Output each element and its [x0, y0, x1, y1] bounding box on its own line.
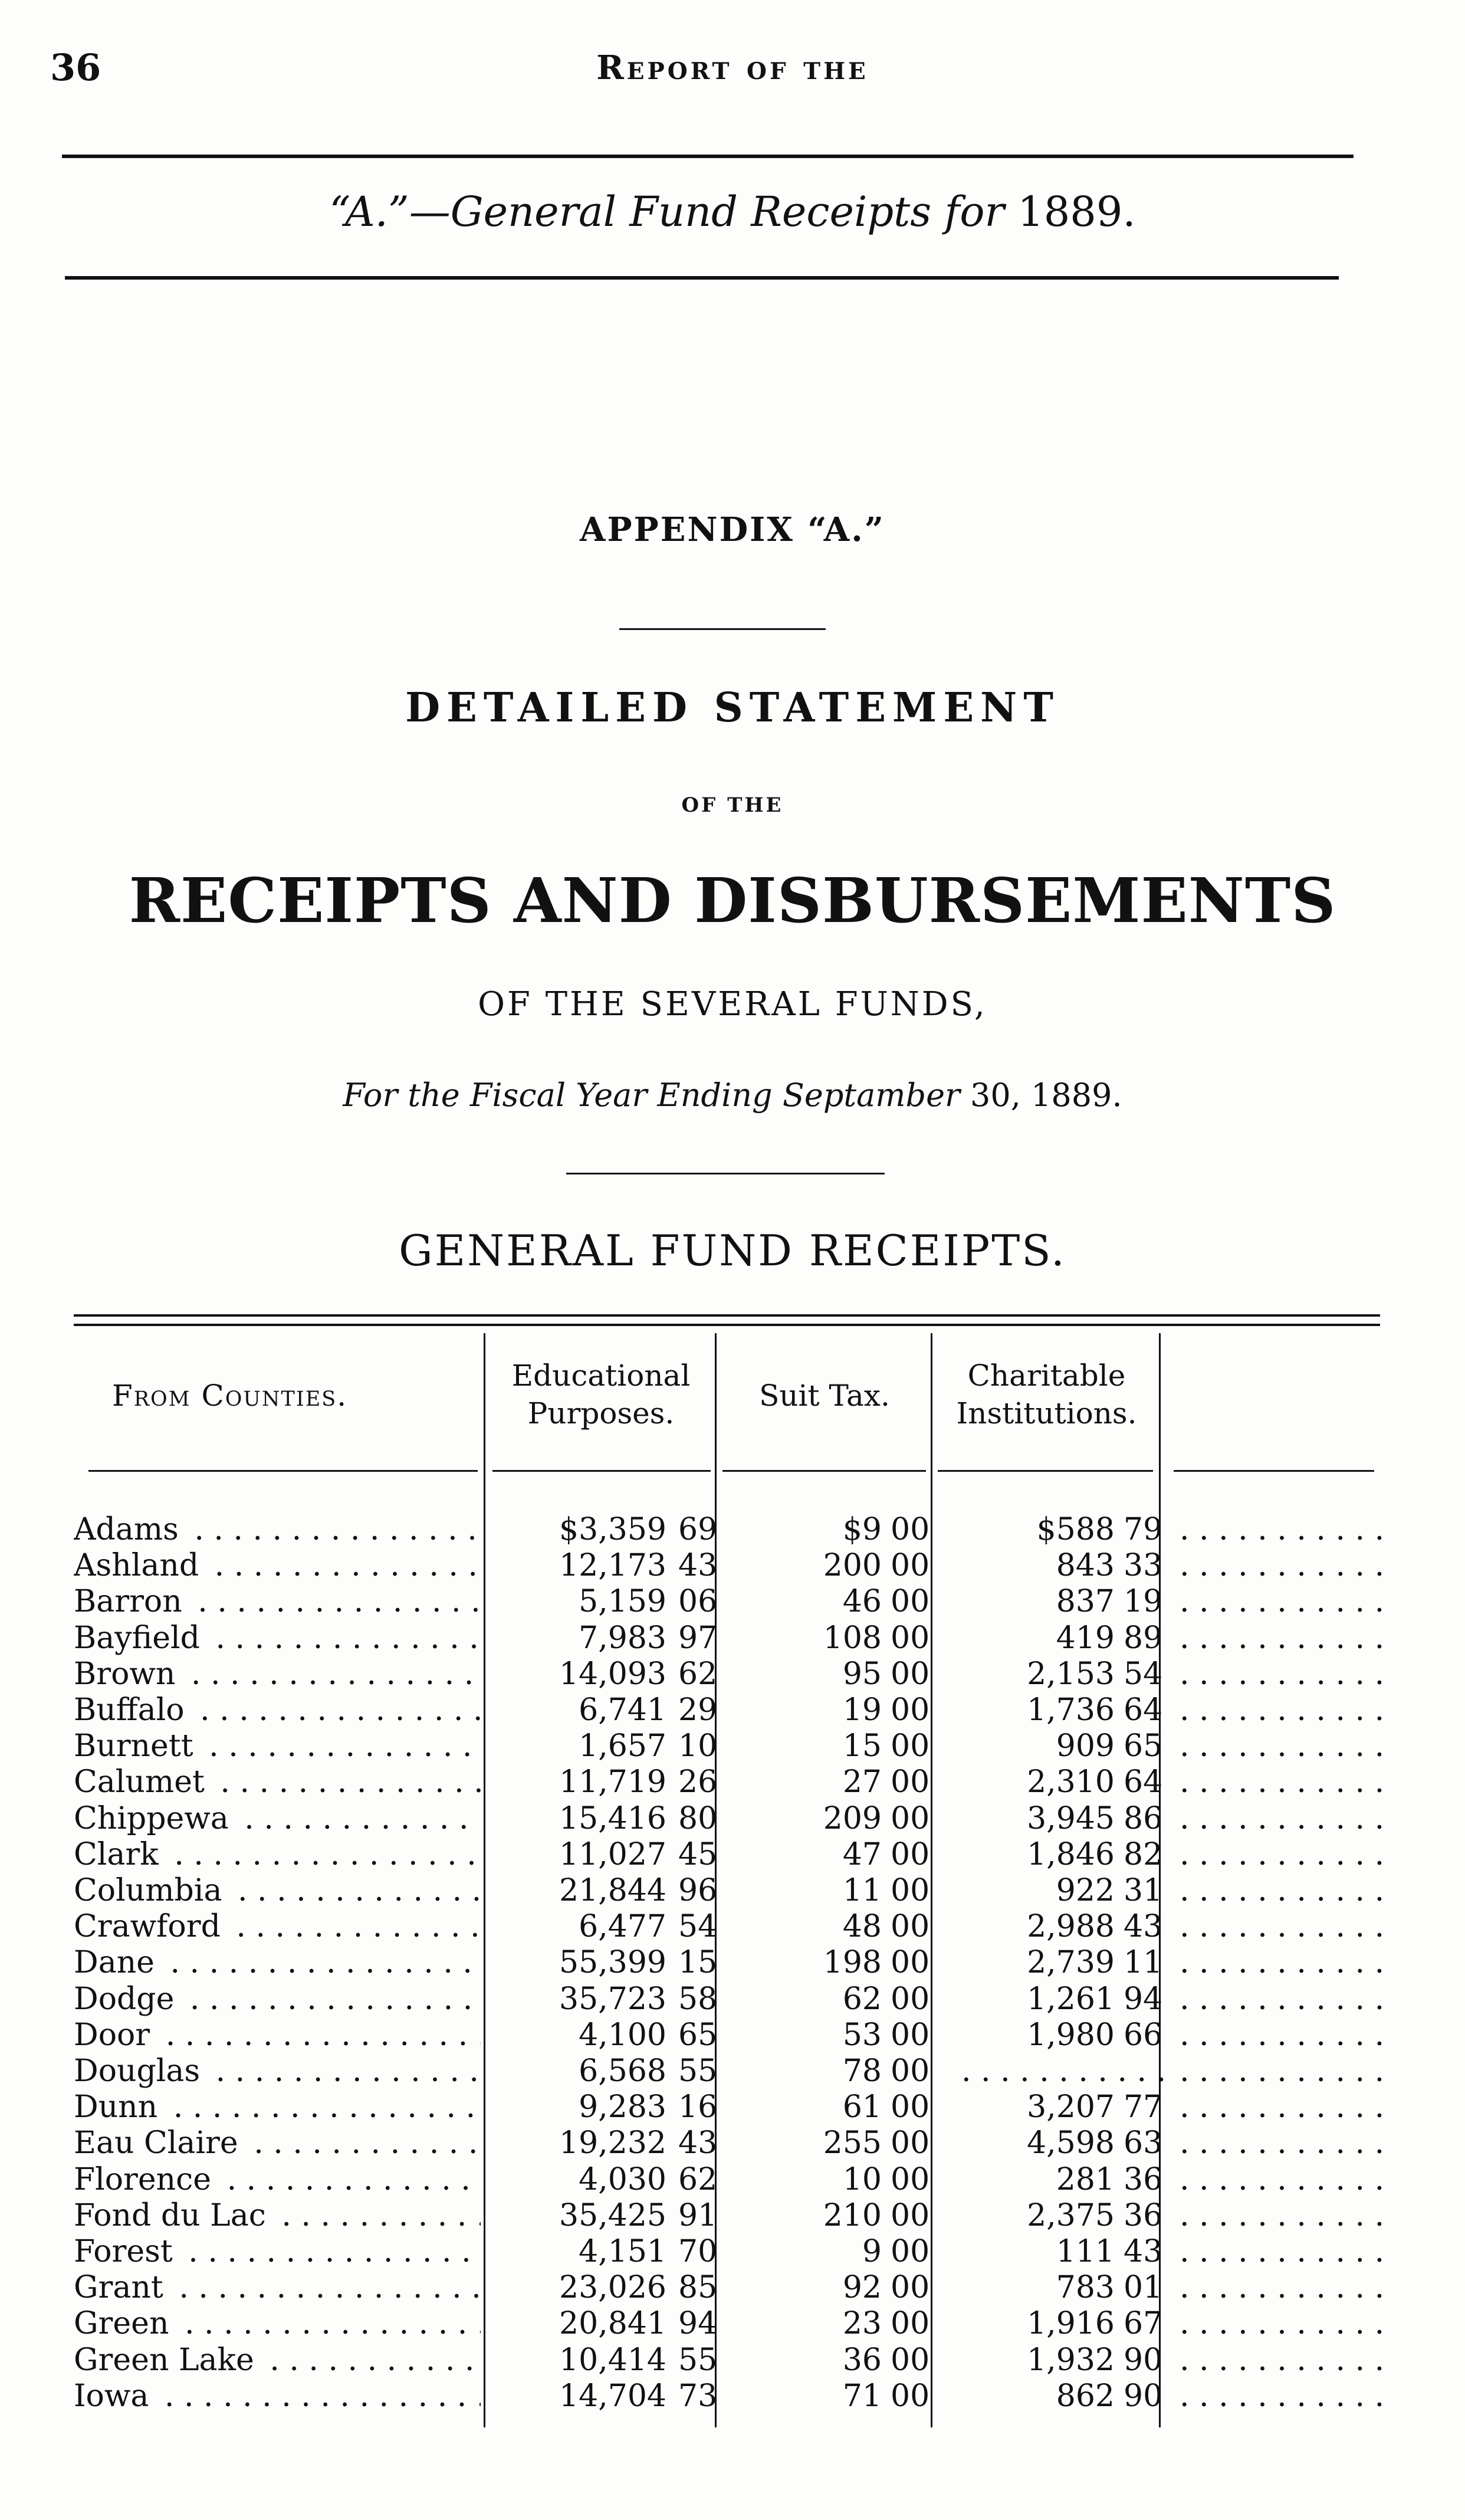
- county-label: Douglas: [74, 2053, 206, 2089]
- charitable-dollars: 1,980: [1027, 2017, 1115, 2053]
- appendix-title: APPENDIX “A.”: [580, 510, 885, 549]
- section-title: GENERAL FUND RECEIPTS.: [399, 1226, 1066, 1275]
- charitable-cents: 94: [1124, 1981, 1163, 2017]
- empty-column-leader: [1180, 1872, 1392, 1909]
- fund-subhead: [0, 188, 1465, 236]
- educational-cents: 70: [678, 2234, 718, 2269]
- educational-cents: 26: [678, 1764, 718, 1800]
- educational-dollars: 15,416: [559, 1800, 666, 1836]
- charitable-cents: 82: [1124, 1836, 1163, 1872]
- charitable-dollars: 1,261: [1027, 1981, 1115, 2017]
- educational-dollars: 4,030: [579, 2161, 666, 2197]
- suit-tax-dollars: 200: [823, 1548, 882, 1584]
- educational-cents: 73: [678, 2378, 718, 2414]
- educational-cents: 43: [678, 2125, 718, 2161]
- county-label: Barron: [74, 1584, 188, 1619]
- county-label: Dodge: [74, 1981, 180, 2017]
- county-name: [74, 1764, 481, 1800]
- county-name: [74, 2053, 481, 2089]
- table-row: [0, 2053, 1465, 2089]
- charitable-dollars: 922: [1056, 1873, 1115, 1908]
- fiscal-year-date: 30, 1889.: [970, 1077, 1122, 1114]
- empty-column-leader: [1180, 2305, 1392, 2342]
- charitable-dollars: 2,988: [1027, 1909, 1115, 1945]
- header-charitable-line1: Charitable: [967, 1359, 1126, 1393]
- empty-column-leader: [1180, 2161, 1392, 2198]
- suit-tax-cents: 00: [891, 1764, 930, 1800]
- county-label: Burnett: [74, 1728, 199, 1764]
- educational-cents: 43: [678, 1548, 718, 1584]
- table-row: [0, 1872, 1465, 1909]
- county-name: [74, 1547, 481, 1584]
- county-name: [74, 2305, 481, 2342]
- educational-dollars: $3,359: [559, 1512, 666, 1547]
- county-label: Dunn: [74, 2089, 163, 2125]
- educational-dollars: 14,704: [559, 2378, 666, 2414]
- educational-cents: 80: [678, 1800, 718, 1836]
- suit-tax-dollars: 19: [842, 1692, 882, 1728]
- educational-cents: 91: [678, 2197, 718, 2233]
- educational-dollars: 7,983: [579, 1620, 666, 1656]
- table-row: [0, 2378, 1465, 2414]
- suit-tax-dollars: 9: [862, 2234, 882, 2269]
- table-row: [0, 1764, 1465, 1800]
- charitable-cents: 43: [1124, 1909, 1163, 1945]
- county-name: [74, 2197, 481, 2234]
- educational-cents: 62: [678, 1656, 718, 1692]
- educational-cents: 97: [678, 1620, 718, 1656]
- table-row: [0, 1728, 1465, 1764]
- suit-tax-cents: 00: [891, 2234, 930, 2269]
- empty-column-leader: [1180, 2378, 1392, 2414]
- charitable-dollars: 419: [1056, 1620, 1115, 1656]
- header-educational-purposes: [487, 1357, 715, 1432]
- empty-column-leader: [1180, 2089, 1392, 2125]
- header-charitable-line2: Institutions.: [956, 1396, 1137, 1430]
- suit-tax-dollars: 61: [842, 2089, 882, 2125]
- suit-tax-dollars: 53: [842, 2017, 882, 2053]
- charitable-cents: 79: [1124, 1512, 1163, 1547]
- county-name: [74, 1583, 481, 1620]
- educational-dollars: 35,425: [559, 2197, 666, 2233]
- educational-dollars: 4,100: [579, 2017, 666, 2053]
- table-row: [0, 1800, 1465, 1837]
- table-row: [0, 1511, 1465, 1548]
- county-label: Clark: [74, 1837, 165, 1872]
- educational-cents: 45: [678, 1836, 718, 1872]
- table-row: [0, 1583, 1465, 1620]
- table-row: [0, 2233, 1465, 2270]
- suit-tax-cents: 00: [891, 2270, 930, 2306]
- table-top-rule-1: [74, 1314, 1380, 1317]
- table-row: [0, 1692, 1465, 1728]
- table-row: [0, 2305, 1465, 2342]
- educational-cents: 62: [678, 2161, 718, 2197]
- charitable-dollars: 1,932: [1027, 2342, 1115, 2378]
- county-label: Green: [74, 2306, 175, 2341]
- charitable-dollars: 1,846: [1027, 1836, 1115, 1872]
- charitable-dollars: 837: [1056, 1584, 1115, 1620]
- table-row: [0, 1836, 1465, 1873]
- empty-column-leader: [1180, 1908, 1392, 1945]
- suit-tax-dollars: 11: [842, 1873, 882, 1908]
- empty-column-leader: [1180, 2197, 1392, 2234]
- charitable-cents: 43: [1124, 2234, 1163, 2269]
- educational-cents: 85: [678, 2270, 718, 2306]
- charitable-dollars: 2,739: [1027, 1945, 1115, 1981]
- suit-tax-dollars: 210: [823, 2197, 882, 2233]
- county-label: Green Lake: [74, 2342, 260, 2378]
- suit-tax-cents: 00: [891, 2053, 930, 2089]
- of-the-line: OF THE: [681, 793, 784, 817]
- educational-cents: 16: [678, 2089, 718, 2125]
- county-name: [74, 1872, 481, 1909]
- detailed-statement-heading: DETAILED STATEMENT: [405, 684, 1060, 731]
- suit-tax-cents: 00: [891, 2306, 930, 2342]
- empty-column-leader: [1180, 1764, 1392, 1800]
- educational-dollars: 20,841: [559, 2306, 666, 2342]
- charitable-cents: 33: [1124, 1548, 1163, 1584]
- county-label: Dane: [74, 1945, 160, 1980]
- subhead-rule: [65, 276, 1339, 280]
- suit-tax-cents: 00: [891, 2017, 930, 2053]
- educational-cents: 65: [678, 2017, 718, 2053]
- table-row: [0, 2269, 1465, 2306]
- charitable-dollars: 281: [1056, 2161, 1115, 2197]
- table-row: [0, 2161, 1465, 2198]
- suit-tax-cents: 00: [891, 2342, 930, 2378]
- charitable-cents: 19: [1124, 1584, 1163, 1620]
- educational-cents: 96: [678, 1873, 718, 1908]
- empty-column-leader: [1180, 1981, 1392, 2017]
- empty-column-leader: [1180, 1692, 1392, 1728]
- educational-dollars: 5,159: [579, 1584, 666, 1620]
- county-label: Adams: [74, 1512, 185, 1547]
- suit-tax-dollars: 209: [823, 1800, 882, 1836]
- table-row: [0, 1944, 1465, 1981]
- funds-line: OF THE SEVERAL FUNDS,: [478, 985, 987, 1023]
- header-underline: [492, 1470, 711, 1472]
- charitable-dollars: 862: [1056, 2378, 1115, 2414]
- empty-column-leader: [1180, 1583, 1392, 1620]
- fiscal-year-line: [0, 1077, 1465, 1114]
- county-label: Fond du Lac: [74, 2198, 272, 2233]
- suit-tax-dollars: 108: [823, 1620, 882, 1656]
- charitable-cents: 86: [1124, 1800, 1163, 1836]
- table-row: [0, 1547, 1465, 1584]
- charitable-dollars: 3,207: [1027, 2089, 1115, 2125]
- charitable-dollars: 783: [1056, 2270, 1115, 2306]
- suit-tax-dollars: 10: [842, 2161, 882, 2197]
- table-row: [0, 1908, 1465, 1945]
- educational-cents: 54: [678, 1909, 718, 1945]
- suit-tax-cents: 00: [891, 1909, 930, 1945]
- county-label: Iowa: [74, 2378, 155, 2414]
- empty-column-leader: [1180, 1836, 1392, 1873]
- county-name: [74, 2233, 481, 2270]
- charitable-dollars: 909: [1056, 1728, 1115, 1764]
- educational-cents: 69: [678, 1512, 718, 1547]
- county-name: [74, 1944, 481, 1981]
- charitable-cents: 67: [1124, 2306, 1163, 2342]
- charitable-dollars: 111: [1056, 2234, 1115, 2269]
- suit-tax-dollars: 92: [842, 2270, 882, 2306]
- educational-dollars: 4,151: [579, 2234, 666, 2269]
- educational-cents: 10: [678, 1728, 718, 1764]
- charitable-cents: 65: [1124, 1728, 1163, 1764]
- county-label: Florence: [74, 2162, 217, 2197]
- top-rule: [62, 155, 1354, 158]
- county-name: [74, 1728, 481, 1764]
- charitable-cents: 01: [1124, 2270, 1163, 2306]
- header-educational-line1: Educational: [511, 1359, 691, 1393]
- educational-dollars: 21,844: [559, 1873, 666, 1908]
- charitable-cents: 90: [1124, 2342, 1163, 2378]
- charitable-dollars: 1,916: [1027, 2306, 1115, 2342]
- table-row: [0, 1620, 1465, 1656]
- fiscal-year-text: For the Fiscal Year Ending Septamber: [343, 1077, 960, 1114]
- header-suit-tax: Suit Tax.: [759, 1379, 890, 1413]
- header-underline: [1174, 1470, 1374, 1472]
- charitable-dollars: 2,310: [1027, 1764, 1115, 1800]
- short-rule-1: [619, 628, 826, 630]
- county-name: [74, 1836, 481, 1873]
- header-underline: [88, 1470, 478, 1472]
- table-row: [0, 2089, 1465, 2125]
- educational-cents: 15: [678, 1945, 718, 1981]
- suit-tax-cents: 00: [891, 1656, 930, 1692]
- empty-column-leader: [1180, 2053, 1392, 2089]
- suit-tax-dollars: $9: [842, 1512, 882, 1547]
- county-label: Eau Claire: [74, 2125, 244, 2161]
- educational-cents: 55: [678, 2053, 718, 2089]
- suit-tax-dollars: 198: [823, 1945, 882, 1981]
- suit-tax-dollars: 62: [842, 1981, 882, 2017]
- main-title: RECEIPTS AND DISBURSEMENTS: [129, 864, 1336, 937]
- educational-dollars: 1,657: [579, 1728, 666, 1764]
- header-educational-line2: Purposes.: [527, 1396, 675, 1430]
- suit-tax-dollars: 48: [842, 1909, 882, 1945]
- suit-tax-cents: 00: [891, 1584, 930, 1620]
- charitable-cents: 64: [1124, 1692, 1163, 1728]
- table-row: [0, 1656, 1465, 1692]
- county-name: [74, 2089, 481, 2125]
- header-underline: [722, 1470, 926, 1472]
- charitable-dollars: 4,598: [1027, 2125, 1115, 2161]
- educational-cents: 06: [678, 1584, 718, 1620]
- charitable-dollars: 843: [1056, 1548, 1115, 1584]
- page-number: 36: [50, 46, 101, 89]
- educational-dollars: 23,026: [559, 2270, 666, 2306]
- short-rule-2: [566, 1173, 885, 1174]
- suit-tax-cents: 00: [891, 1800, 930, 1836]
- county-label: Calumet: [74, 1764, 211, 1800]
- table-row: [0, 1981, 1465, 2017]
- suit-tax-cents: 00: [891, 2197, 930, 2233]
- suit-tax-cents: 00: [891, 1873, 930, 1908]
- suit-tax-cents: 00: [891, 2161, 930, 2197]
- charitable-cents: 89: [1124, 1620, 1163, 1656]
- suit-tax-dollars: 255: [823, 2125, 882, 2161]
- county-name: [74, 2161, 481, 2198]
- charitable-dollars: 2,153: [1027, 1656, 1115, 1692]
- county-name: [74, 1908, 481, 1945]
- charitable-cents: 36: [1124, 2161, 1163, 2197]
- suit-tax-dollars: 36: [842, 2342, 882, 2378]
- county-label: Forest: [74, 2234, 179, 2269]
- county-name: [74, 1981, 481, 2017]
- charitable-cents: 63: [1124, 2125, 1163, 2161]
- suit-tax-cents: 00: [891, 1836, 930, 1872]
- county-name: [74, 1656, 481, 1692]
- county-label: Columbia: [74, 1873, 228, 1908]
- suit-tax-cents: 00: [891, 1981, 930, 2017]
- educational-cents: 94: [678, 2306, 718, 2342]
- suit-tax-cents: 00: [891, 1692, 930, 1728]
- educational-dollars: 19,232: [559, 2125, 666, 2161]
- empty-column-leader: [1180, 2017, 1392, 2053]
- empty-column-leader: [1180, 1944, 1392, 1981]
- suit-tax-dollars: 27: [842, 1764, 882, 1800]
- educational-cents: 55: [678, 2342, 718, 2378]
- running-head: Report of the: [596, 48, 869, 87]
- charitable-empty-leader: [961, 2053, 1165, 2089]
- charitable-cents: 90: [1124, 2378, 1163, 2414]
- empty-column-leader: [1180, 1728, 1392, 1764]
- county-label: Buffalo: [74, 1692, 190, 1728]
- educational-dollars: 6,741: [579, 1692, 666, 1728]
- fund-subhead-year: 1889.: [1017, 188, 1136, 236]
- table-row: [0, 2342, 1465, 2378]
- charitable-cents: 11: [1124, 1945, 1163, 1981]
- empty-column-leader: [1180, 1620, 1392, 1656]
- header-underline: [938, 1470, 1153, 1472]
- charitable-cents: 36: [1124, 2197, 1163, 2233]
- empty-column-leader: [1180, 2233, 1392, 2270]
- charitable-cents: 64: [1124, 1764, 1163, 1800]
- educational-dollars: 11,027: [559, 1836, 666, 1872]
- charitable-cents: 31: [1124, 1873, 1163, 1908]
- county-name: [74, 2017, 481, 2053]
- educational-dollars: 12,173: [559, 1548, 666, 1584]
- county-name: [74, 2125, 481, 2161]
- header-from-counties: From Counties.: [112, 1379, 348, 1413]
- educational-dollars: 55,399: [559, 1945, 666, 1981]
- educational-cents: 58: [678, 1981, 718, 2017]
- suit-tax-cents: 00: [891, 2125, 930, 2161]
- suit-tax-cents: 00: [891, 1945, 930, 1981]
- table-top-rule-2: [74, 1324, 1380, 1326]
- suit-tax-dollars: 47: [842, 1836, 882, 1872]
- suit-tax-cents: 00: [891, 1620, 930, 1656]
- empty-column-leader: [1180, 1547, 1392, 1584]
- educational-dollars: 14,093: [559, 1656, 666, 1692]
- suit-tax-cents: 00: [891, 1728, 930, 1764]
- table-row: [0, 2197, 1465, 2234]
- suit-tax-dollars: 15: [842, 1728, 882, 1764]
- table-row: [0, 2017, 1465, 2053]
- charitable-dollars: 2,375: [1027, 2197, 1115, 2233]
- county-label: Door: [74, 2017, 156, 2053]
- empty-column-leader: [1180, 1656, 1392, 1692]
- suit-tax-dollars: 23: [842, 2306, 882, 2342]
- educational-dollars: 6,568: [579, 2053, 666, 2089]
- charitable-cents: 66: [1124, 2017, 1163, 2053]
- empty-column-leader: [1180, 2342, 1392, 2378]
- county-label: Crawford: [74, 1909, 226, 1944]
- county-label: Chippewa: [74, 1801, 235, 1836]
- fund-subhead-title: “A.”—General Fund Receipts for: [329, 188, 1004, 236]
- suit-tax-dollars: 71: [842, 2378, 882, 2414]
- county-name: [74, 1800, 481, 1837]
- charitable-dollars: $588: [1036, 1512, 1115, 1547]
- empty-column-leader: [1180, 2125, 1392, 2161]
- educational-dollars: 11,719: [559, 1764, 666, 1800]
- county-name: [74, 1511, 481, 1548]
- county-label: Bayfield: [74, 1620, 206, 1656]
- county-label: Ashland: [74, 1548, 205, 1583]
- county-name: [74, 2269, 481, 2306]
- educational-dollars: 9,283: [579, 2089, 666, 2125]
- suit-tax-dollars: 95: [842, 1656, 882, 1692]
- county-label: Grant: [74, 2270, 169, 2305]
- empty-column-leader: [1180, 1511, 1392, 1548]
- table-row: [0, 2125, 1465, 2161]
- suit-tax-cents: 00: [891, 2378, 930, 2414]
- empty-column-leader: [1180, 1800, 1392, 1837]
- educational-dollars: 10,414: [559, 2342, 666, 2378]
- county-name: [74, 1620, 481, 1656]
- county-label: Brown: [74, 1656, 181, 1692]
- educational-cents: 29: [678, 1692, 718, 1728]
- suit-tax-dollars: 78: [842, 2053, 882, 2089]
- suit-tax-cents: 00: [891, 1548, 930, 1584]
- charitable-dollars: 3,945: [1027, 1800, 1115, 1836]
- charitable-cents: 77: [1124, 2089, 1163, 2125]
- header-charitable-institutions: [934, 1357, 1159, 1432]
- county-name: [74, 2378, 481, 2414]
- suit-tax-dollars: 46: [842, 1584, 882, 1620]
- educational-dollars: 35,723: [559, 1981, 666, 2017]
- county-name: [74, 2342, 481, 2378]
- charitable-cents: 54: [1124, 1656, 1163, 1692]
- suit-tax-cents: 00: [891, 1512, 930, 1547]
- charitable-dollars: 1,736: [1027, 1692, 1115, 1728]
- educational-dollars: 6,477: [579, 1909, 666, 1945]
- suit-tax-cents: 00: [891, 2089, 930, 2125]
- county-name: [74, 1692, 481, 1728]
- empty-column-leader: [1180, 2269, 1392, 2306]
